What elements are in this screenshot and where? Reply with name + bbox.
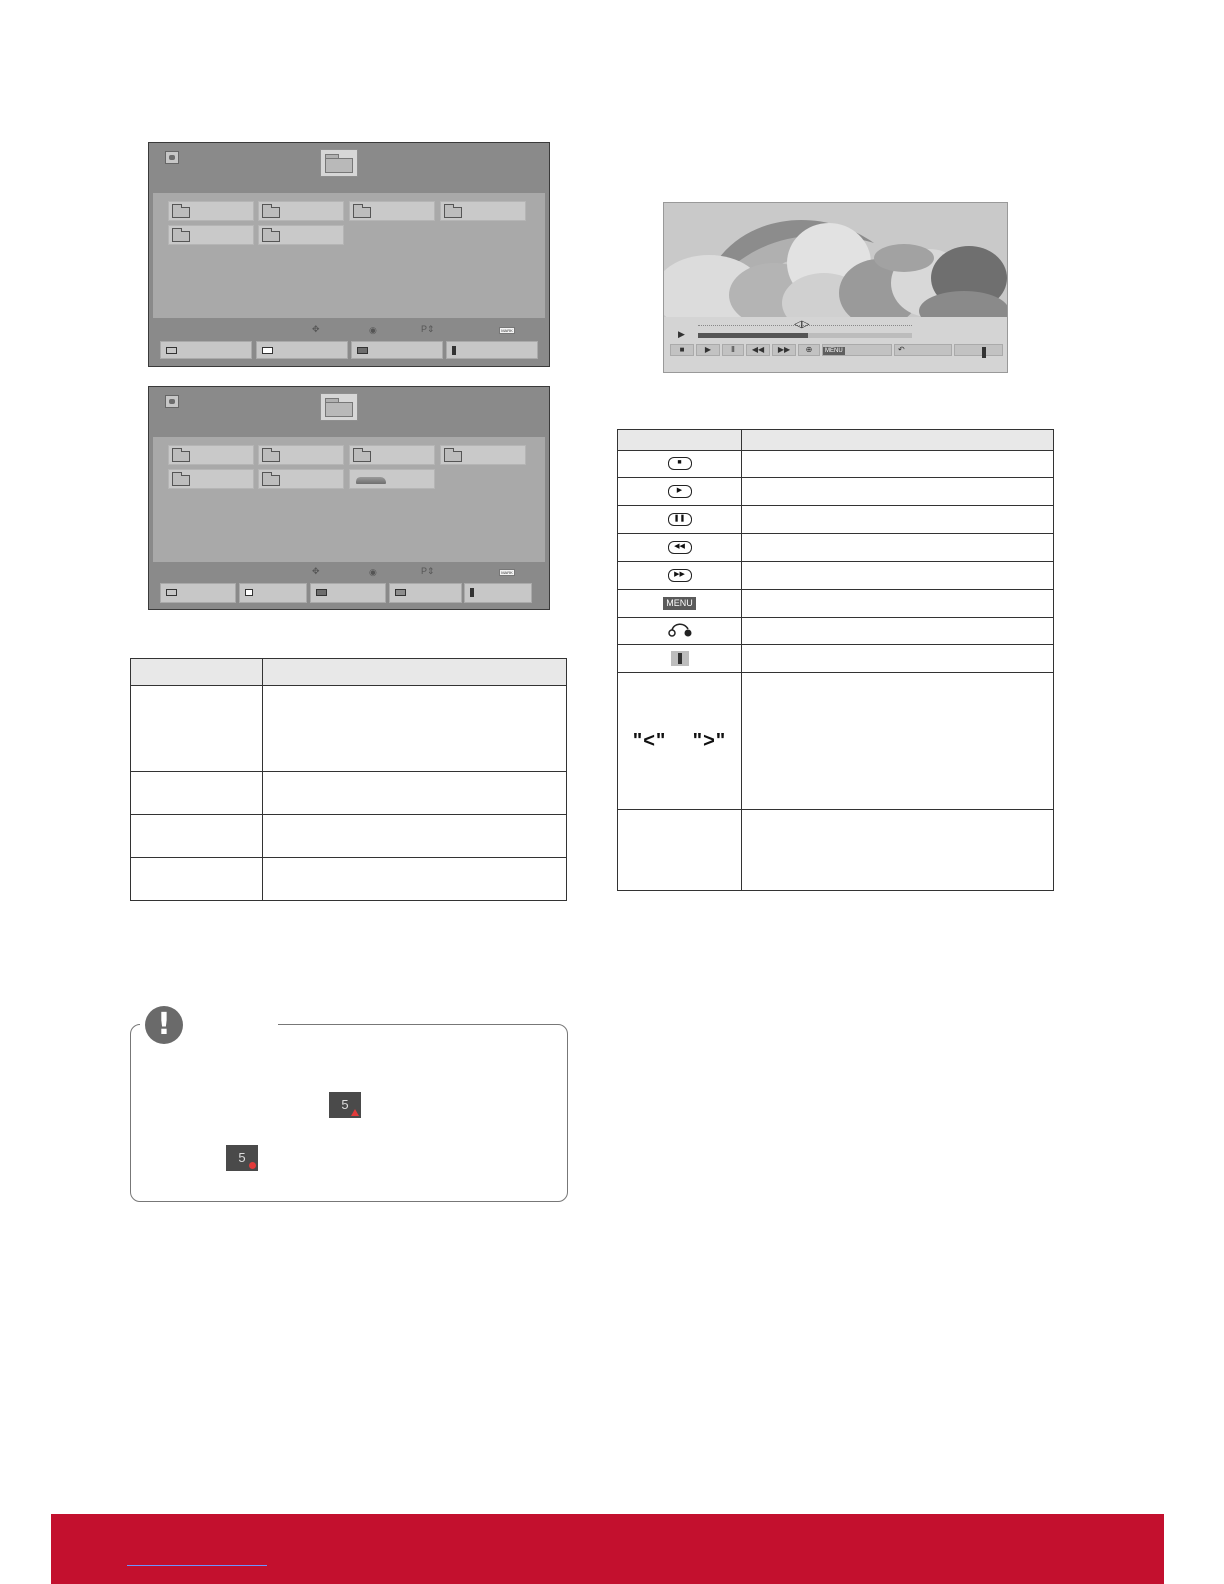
play-status-icon: ▶ [678,329,685,339]
table-row [618,478,1054,506]
table-row [131,815,567,858]
table-cell [742,534,1054,562]
seek-arrows-icon[interactable]: ◁▷ [794,319,810,330]
warning-triangle-icon [351,1109,359,1116]
bottom-bar-button[interactable] [310,583,386,603]
folder-icon [172,475,190,486]
exclamation-icon: ! [145,1006,183,1044]
exit-button[interactable] [954,344,1003,356]
channel-digit: 5 [341,1097,349,1112]
table-header-cell [742,430,1054,451]
table-row [131,772,567,815]
pause-icon: ❚❚ [668,513,692,526]
table-cell [742,810,1054,891]
table-cell [742,451,1054,478]
table-row [618,590,1054,618]
table-cell [618,810,742,891]
pause-button[interactable]: Ⅱ [722,344,744,356]
table-cell [263,858,567,901]
player-keys-table [617,429,1054,891]
fruit-illustration [664,203,1007,317]
folder-tile[interactable] [168,201,254,221]
exit-icon [470,588,474,597]
progress-fill [698,333,808,338]
usb-icon [165,151,179,164]
table-row [618,673,1054,810]
file-keys-table [130,658,567,901]
folder-icon [262,231,280,242]
channel-digit: 5 [238,1150,246,1165]
table-header-row [131,659,567,686]
footer-link[interactable] [127,1551,267,1566]
blue-key-icon [395,589,406,596]
folder-tile[interactable] [349,201,435,221]
menu-key: MENU [663,597,696,610]
table-row [131,858,567,901]
table-cell [742,478,1054,506]
table-row [618,451,1054,478]
folder-tile[interactable] [168,469,254,489]
folder-icon [444,451,462,462]
energy-save-button[interactable]: ⊕ [798,344,820,356]
table-header-cell [618,430,742,451]
table-cell [131,686,263,772]
bottom-bar-button[interactable] [160,583,236,603]
folder-tile[interactable] [258,445,344,465]
bottom-bar-button[interactable] [464,583,532,603]
table-cell [131,772,263,815]
folder-icon [172,207,190,218]
folder-tile[interactable] [440,201,526,221]
channel-unsupported-badge [226,1145,258,1171]
unsupported-icon [249,1162,256,1169]
navigate-icon: ✥ [312,566,320,576]
table-row [618,645,1054,673]
video-player-screen [663,202,1008,373]
playback-controls [664,317,1007,373]
folder-tile[interactable] [258,201,344,221]
current-folder-icon [320,393,358,421]
table-header-row [618,430,1054,451]
table-cell [618,673,742,810]
usb-icon [165,395,179,408]
play-icon: ▶ [668,485,692,498]
table-cell [263,772,567,815]
stop-button[interactable]: ■ [670,344,694,356]
folder-tile[interactable] [349,445,435,465]
file-browser-screen-1 [148,142,550,367]
red-key-icon [166,347,177,354]
video-thumbnail-tile[interactable] [349,469,435,489]
table-header-cell [263,659,567,686]
table-cell [742,506,1054,534]
table-cell [618,618,742,645]
green-key-icon [245,589,253,596]
folder-icon [444,207,462,218]
folder-icon [262,451,280,462]
fast-forward-icon: ▶▶ [668,569,692,582]
page-icon: P⇕ [421,324,435,334]
folder-tile[interactable] [258,469,344,489]
table-cell [618,534,742,562]
play-button[interactable]: ▶ [696,344,720,356]
bottom-bar-button[interactable] [351,341,443,359]
table-row [618,506,1054,534]
fast-forward-button[interactable]: ▶▶ [772,344,796,356]
table-cell [742,645,1054,673]
table-cell [618,478,742,506]
yellow-key-icon [316,589,327,596]
rewind-icon: ◀◀ [668,541,692,554]
table-cell [742,673,1054,810]
stop-icon: ■ [668,457,692,470]
table-cell [618,506,742,534]
current-folder-icon [320,149,358,177]
green-key-icon [262,347,273,354]
bottom-bar-button[interactable] [389,583,462,603]
table-row [131,686,567,772]
channel-warning-badge [329,1092,361,1118]
folder-icon [172,231,190,242]
table-row [618,562,1054,590]
table-cell [131,815,263,858]
file-list-panel [153,437,545,562]
folder-icon [353,207,371,218]
bottom-bar-button[interactable] [160,341,252,359]
folder-tile[interactable] [168,225,254,245]
navigate-icon: ✥ [312,324,320,334]
table-header-cell [131,659,263,686]
exit-icon [452,346,456,355]
bottom-bar-button[interactable] [239,583,307,603]
table-cell [742,618,1054,645]
file-list-panel [153,193,545,318]
ok-icon: ◉ [369,567,377,577]
progress-bar[interactable] [698,333,912,338]
yellow-key-icon [357,347,368,354]
table-cell [618,562,742,590]
table-row [618,618,1054,645]
table-cell [742,562,1054,590]
back-button[interactable]: ↶ [894,344,952,356]
menu-button[interactable] [822,344,892,356]
back-icon [668,621,692,637]
folder-icon [172,451,190,462]
exit-icon [671,651,689,666]
left-right-keys-label: "<" ">" [632,729,727,752]
table-cell [263,815,567,858]
car-thumbnail [356,477,386,484]
footer-bar [51,1514,1164,1584]
table-cell [618,451,742,478]
ok-icon: ◉ [369,325,377,335]
folder-icon [262,475,280,486]
rewind-button[interactable]: ◀◀ [746,344,770,356]
folder-icon [353,451,371,462]
menu-chip: MENU [825,348,843,354]
bottom-bar-button[interactable] [446,341,538,359]
table-cell [618,590,742,618]
mark-key: MARK [499,569,515,576]
table-cell [263,686,567,772]
table-row [618,534,1054,562]
page-icon: P⇕ [421,566,435,576]
red-key-icon [166,589,177,596]
bottom-bar-button[interactable] [256,341,348,359]
table-cell [131,858,263,901]
file-browser-screen-2 [148,386,550,610]
folder-icon [262,207,280,218]
mark-key: MARK [499,327,515,334]
folder-tile[interactable] [440,445,526,465]
exit-icon [975,345,983,355]
table-cell [742,590,1054,618]
fruit-image [664,203,1007,317]
folder-tile[interactable] [258,225,344,245]
table-cell [618,645,742,673]
table-row [618,810,1054,891]
folder-tile[interactable] [168,445,254,465]
